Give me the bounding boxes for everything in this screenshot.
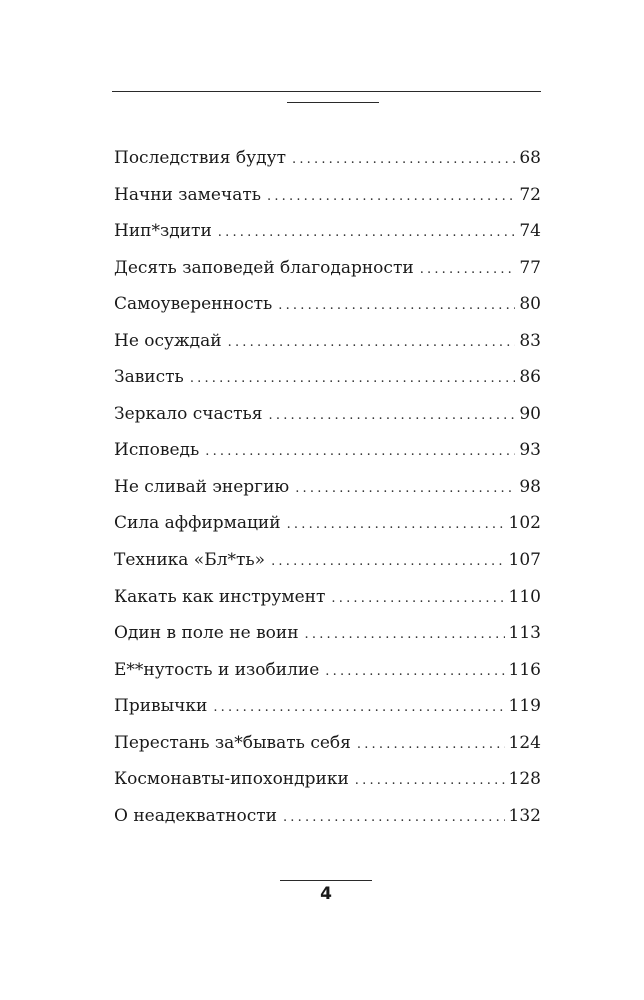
toc-entry-title: Нип*здити bbox=[114, 221, 212, 242]
toc-entry-title: Исповедь bbox=[114, 440, 200, 461]
footer-rule bbox=[280, 880, 372, 881]
toc-entry-title: Один в поле не воин bbox=[114, 623, 299, 644]
toc-entry-title: Последствия будут bbox=[114, 148, 286, 168]
toc-entry-title: Не осуждай bbox=[114, 330, 222, 351]
toc-entry bbox=[114, 396, 541, 433]
toc-entry-page: 110 bbox=[508, 586, 541, 607]
toc-entry-title: Десять заповедей благодарности bbox=[114, 257, 414, 278]
table-of-contents bbox=[114, 140, 541, 834]
toc-dot-leader bbox=[228, 325, 516, 362]
toc-entry-title: Сила аффирмаций bbox=[114, 513, 281, 534]
toc-entry-title: Не сливай энергию bbox=[114, 476, 290, 497]
toc-entry-page: 68 bbox=[519, 148, 541, 168]
toc-entry bbox=[114, 688, 541, 725]
toc-dot-leader bbox=[205, 434, 515, 471]
toc-dot-leader bbox=[420, 252, 516, 289]
toc-entry-page: 72 bbox=[519, 184, 541, 205]
toc-entry-title: Самоуверенность bbox=[114, 294, 273, 315]
toc-entry-page: 124 bbox=[508, 732, 541, 753]
toc-entry bbox=[114, 432, 541, 469]
toc-entry-page: 107 bbox=[508, 550, 541, 571]
toc-entry-page: 83 bbox=[519, 330, 541, 351]
toc-dot-leader bbox=[218, 215, 516, 252]
toc-entry bbox=[114, 250, 541, 287]
toc-entry bbox=[114, 213, 541, 250]
toc-dot-leader bbox=[287, 507, 505, 544]
toc-dot-leader bbox=[283, 800, 505, 837]
toc-dot-leader bbox=[269, 398, 516, 435]
toc-dot-leader bbox=[305, 617, 505, 654]
toc-entry bbox=[114, 725, 541, 762]
toc-entry bbox=[114, 798, 541, 835]
toc-entry bbox=[114, 323, 541, 360]
toc-entry bbox=[114, 286, 541, 323]
header-rule-short bbox=[287, 102, 379, 103]
toc-entry bbox=[114, 761, 541, 798]
toc-entry-title: Перестань за*бывать себя bbox=[114, 732, 351, 753]
toc-dot-leader bbox=[213, 690, 504, 727]
toc-entry-title: Зеркало счастья bbox=[114, 403, 263, 424]
toc-entry bbox=[114, 177, 541, 214]
toc-entry-page: 132 bbox=[508, 805, 541, 826]
toc-entry-title: Космонавты-ипохондрики bbox=[114, 769, 349, 790]
toc-entry-title: Зависть bbox=[114, 367, 184, 388]
toc-entry-page: 102 bbox=[508, 513, 541, 534]
toc-entry-page: 113 bbox=[508, 623, 541, 644]
toc-entry bbox=[114, 542, 541, 579]
toc-entry bbox=[114, 579, 541, 616]
toc-dot-leader bbox=[331, 581, 504, 618]
toc-entry bbox=[114, 505, 541, 542]
toc-dot-leader bbox=[295, 471, 515, 508]
toc-entry-page: 98 bbox=[519, 476, 541, 497]
toc-entry-page: 119 bbox=[508, 696, 541, 717]
page-number: 4 bbox=[320, 884, 332, 904]
toc-dot-leader bbox=[292, 142, 515, 179]
toc-dot-leader bbox=[355, 763, 505, 800]
toc-entry-title: Привычки bbox=[114, 696, 208, 717]
toc-entry bbox=[114, 140, 541, 177]
toc-entry-page: 74 bbox=[519, 221, 541, 242]
toc-entry-page: 128 bbox=[508, 769, 541, 790]
toc-entry-page: 116 bbox=[508, 659, 541, 680]
toc-dot-leader bbox=[271, 544, 504, 581]
toc-dot-leader bbox=[357, 727, 505, 764]
toc-dot-leader bbox=[190, 361, 516, 398]
toc-dot-leader bbox=[278, 288, 515, 325]
toc-entry-page: 86 bbox=[519, 367, 541, 388]
toc-entry-title: Е**нутость и изобилие bbox=[114, 659, 320, 680]
toc-entry-page: 93 bbox=[519, 440, 541, 461]
toc-entry-title: О неадекватности bbox=[114, 805, 277, 826]
toc-entry-title: Начни замечать bbox=[114, 184, 261, 205]
toc-entry bbox=[114, 469, 541, 506]
toc-entry-page: 77 bbox=[519, 257, 541, 278]
toc-entry bbox=[114, 615, 541, 652]
toc-entry-title: Техника «Бл*ть» bbox=[114, 550, 266, 571]
toc-dot-leader bbox=[325, 654, 504, 691]
toc-entry-title: Какать как инструмент bbox=[114, 586, 326, 607]
toc-dot-leader bbox=[267, 179, 515, 216]
header-rule-long bbox=[112, 91, 541, 92]
toc-entry-page: 90 bbox=[519, 403, 541, 424]
toc-entry-page: 80 bbox=[519, 294, 541, 315]
toc-entry bbox=[114, 652, 541, 689]
toc-entry bbox=[114, 359, 541, 396]
